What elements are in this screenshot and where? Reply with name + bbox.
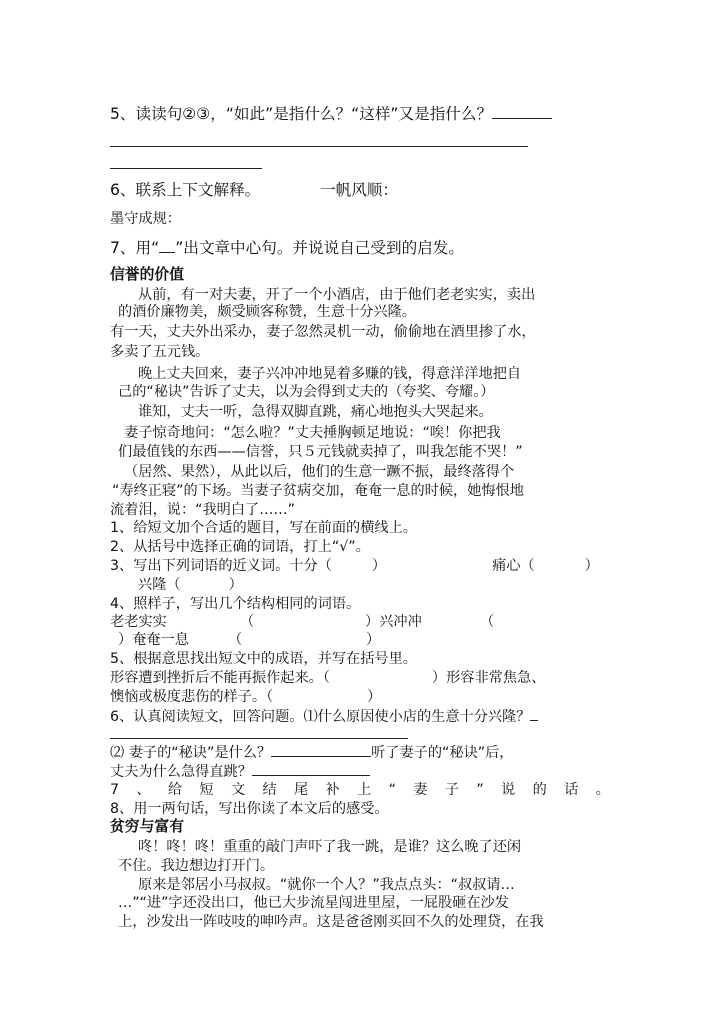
word-yanyanyixi: ）奄奄一息 [118, 632, 189, 648]
q7-char: 子 [444, 782, 460, 798]
exercise-4-line2 [118, 630, 381, 650]
answer-blank[interactable] [530, 706, 538, 721]
answer-blank[interactable] [271, 742, 371, 757]
story-line: “寿终正寝”的下场。当妻子贫病交加，奄奄一息的时候，她悔恨地 [112, 483, 524, 499]
exercise-6 [110, 706, 538, 727]
example-word: 老老实实 [110, 614, 167, 630]
q7-char: 尾 [294, 782, 309, 798]
exercise-6-q3-text: 听了妻子的“秘诀”后， [371, 745, 514, 761]
story-line: 谁知，丈夫一听，急得双脚直跳，痛心地抱头大哭起来。 [138, 404, 493, 420]
exercise-5-line [110, 668, 545, 688]
q7-char: 的 [532, 782, 547, 798]
paren-close: ） [367, 689, 382, 705]
exercise-1: 1、给短文加个合适的题目，写在前面的横线上。 [110, 520, 417, 536]
exercise-4-line [110, 612, 495, 632]
q7-char: 话 [564, 782, 579, 798]
story-line: 己的“秘诀”告诉了丈夫，以为会得到丈夫的（夸奖、夸耀。） [118, 384, 495, 400]
q7-char: 说 [501, 782, 516, 798]
answer-blank[interactable] [252, 761, 370, 776]
exercise-6-q2 [110, 742, 513, 763]
q7-char: 文 [230, 782, 246, 798]
exercise-6-q1: 6、认真阅读短文，回答问题。⑴什么原因使小店的生意十分兴隆？ [110, 709, 531, 725]
synonym-word-1: 十分（ [289, 558, 332, 574]
story-line: 流着泪，说：“我明白了……” [110, 502, 295, 518]
exercise-3 [110, 556, 599, 576]
answer-line[interactable] [110, 168, 262, 169]
story-line: 不住。我边想边打开门。 [118, 858, 275, 874]
answer-line[interactable] [110, 738, 408, 739]
question-7-suffix: ”出文章中心句。并说说自己受到的启发。 [175, 239, 464, 257]
answer-line[interactable] [110, 146, 528, 147]
exercise-3-prompt: 3、写出下列词语的近义词。 [110, 558, 290, 574]
q7-char: 补 [325, 782, 340, 798]
q7-char: 。 [595, 782, 610, 798]
question-5 [110, 104, 552, 124]
q7-char: “ [388, 782, 396, 798]
story-line: 上，沙发出一阵吱吱的呻吟声。这是爸爸刚买回不久的处理贷，在我 [118, 914, 544, 930]
story-title: 贫穷与富有 [110, 818, 184, 835]
question-7 [110, 238, 464, 258]
definition-1: 形容遭到挫折后不能再振作起来。（ [110, 670, 330, 686]
paren-close: ） [228, 577, 243, 593]
story-line: 妻子惊奇地问：“怎么啦？”丈夫捶胸顿足地说：“唉！你把我 [124, 425, 501, 441]
story-line: 晚上丈夫回来，妻子兴冲冲地晃着多赚的钱，得意洋洋地把自 [138, 366, 522, 382]
paren-close: ） [366, 632, 381, 648]
exercise-6-q2-text: ⑵ 妻子的“秘诀”是什么？ [110, 745, 272, 761]
synonym-word-3: 兴隆（ [138, 577, 181, 593]
story-line: 有一天，丈夫外出采办，妻子忽然灵机一动，偷偷地在酒里掺了水， [110, 324, 536, 340]
paren-close: ） [371, 558, 387, 574]
underline-mark [159, 238, 175, 253]
paren-open: （ [228, 632, 243, 648]
story-line: 们最值钱的东西——信誉，只５元钱就卖掉了，叫我怎能不哭！” [118, 444, 523, 460]
exercise-8: 8、用一两句话，写出你读了本文后的感受。 [110, 801, 389, 817]
paren-open: （ [240, 614, 255, 630]
story-line: （居然、果然），从此以后，他们的生意一蹶不振，最终落得个 [124, 464, 515, 480]
synonym-word-2: 痛心（ [492, 558, 535, 574]
q7-char: 7 [110, 782, 120, 798]
exercise-4: 4、照样子，写出几个结构相同的词语。 [110, 596, 361, 612]
exercise-2: 2、从括号中选择正确的词语，打上“√”。 [110, 539, 370, 555]
q7-char: 短 [199, 782, 214, 798]
exercise-7 [110, 780, 610, 800]
paren-open: （ [480, 614, 495, 630]
story-line: …”“进”字还没出口，他已大步流星闯进里屋，一屁股砸在沙发 [118, 895, 509, 911]
exercise-5-line2 [110, 687, 381, 707]
story-line: 从前，有一对夫妻，开了一个小酒店，由于他们老老实实，卖出 [138, 287, 536, 303]
story-title: 信誉的价值 [110, 266, 184, 283]
story-line: 原来是邻居小马叔叔。“就你一个人？”我点点头：“叔叔请… [138, 877, 515, 893]
q7-char: ” [476, 782, 484, 798]
question-6-label: 6、联系上下文解释。 [110, 181, 261, 199]
question-5-text: 5、读读句②③，“如此”是指什么？“这样”又是指什么？ [110, 105, 493, 123]
story-line: 的酒价廉物美，颇受顾客称赞，生意十分兴隆。 [118, 304, 416, 320]
answer-blank[interactable] [492, 104, 552, 119]
term-yifanfengshun: 一帆风顺： [320, 181, 398, 199]
q7-char: 结 [262, 782, 277, 798]
question-7-prefix: 7、用“ [110, 239, 160, 257]
term-moshouchenggui: 墨守成规： [110, 211, 181, 227]
story-line: 多卖了五元钱。 [110, 344, 210, 360]
q7-char: 给 [167, 782, 183, 798]
q7-char: 妻 [413, 782, 428, 798]
exercise-6-q3-cont: 丈夫为什么急得直跳？ [110, 764, 252, 780]
exercise-5: 5、根据意思找出短文中的成语，并写在括号里。 [110, 651, 417, 667]
question-6 [110, 180, 398, 200]
definition-2: ）形容非常焦急、 [431, 670, 546, 686]
paren-close: ） [584, 558, 599, 574]
q7-char: 、 [136, 782, 151, 798]
word-xingchongchong: ）兴冲冲 [365, 614, 422, 630]
definition-2-cont: 懊恼或极度悲伤的样子。（ [110, 689, 274, 705]
story-line: 咚！咚！咚！重重的敲门声吓了我一跳，是谁？这么晚了还闲 [138, 839, 522, 855]
exercise-6-q3 [110, 761, 370, 782]
exercise-3-line2 [138, 575, 243, 595]
q7-char: 上 [357, 782, 372, 798]
